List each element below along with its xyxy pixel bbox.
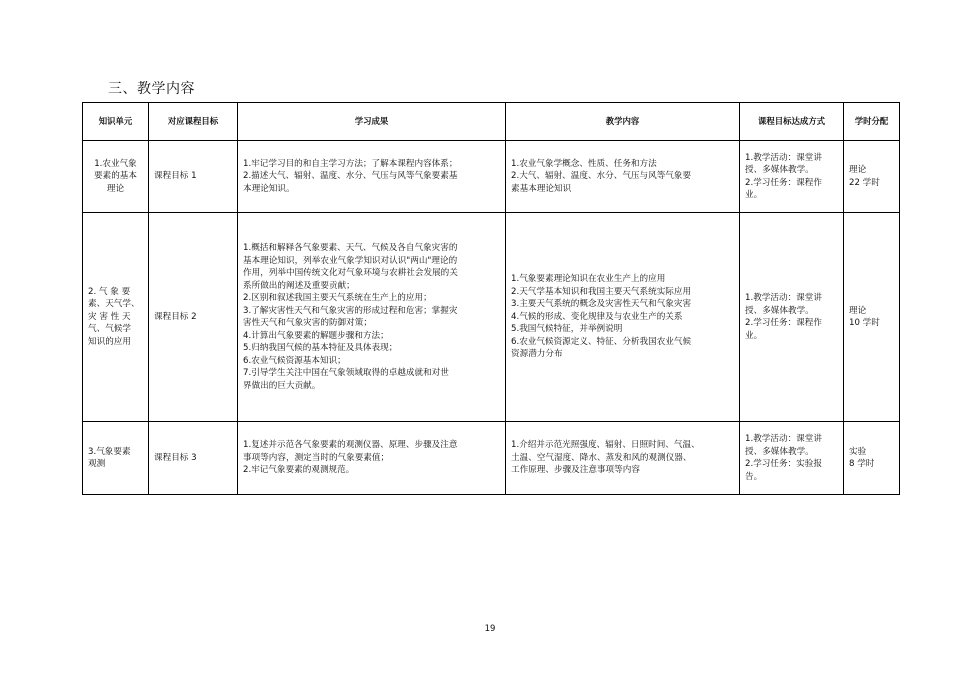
outcome-line: 3.了解灾害性天气和气象灾害的形成过程和危害；掌握灾 — [243, 305, 458, 316]
unit-line: 素、天气学、 — [88, 299, 140, 310]
header-learning-outcomes: 学习成果 — [238, 103, 506, 141]
method-line: 1.教学活动：课堂讲 — [745, 434, 822, 444]
method-line: 授、多媒体教学。 — [745, 446, 814, 457]
hours-line: 实验 — [849, 446, 867, 457]
method-line: 1.教学活动：课堂讲 — [745, 152, 822, 163]
outcome-line: 2.描述大气、辐射、温度、水分、气压与风等气象要素基 — [243, 171, 458, 182]
unit-line: 理论 — [106, 183, 125, 194]
content-cell — [506, 213, 740, 422]
hours-cell — [844, 213, 900, 422]
header-teaching-content: 教学内容 — [506, 103, 740, 141]
methods-cell — [740, 213, 844, 422]
hours-line: 8 学时 — [849, 459, 875, 469]
content-line: 土温、空气湿度、降水、蒸发和风的观测仪器、 — [511, 452, 692, 463]
content-cell — [506, 422, 740, 495]
content-line: 资源潜力分布 — [511, 349, 563, 360]
header-knowledge-unit: 知识单元 — [83, 103, 149, 141]
unit-line: 1.农业气象 — [94, 158, 137, 169]
content-line: 素基本理论知识 — [511, 183, 572, 194]
goal-cell: 课程目标 3 — [149, 422, 238, 495]
table-row — [83, 213, 900, 422]
hours-line: 10 学时 — [849, 318, 880, 328]
outcome-line: 6.农业气候资源基本知识； — [243, 355, 346, 366]
unit-line: 知识的应用 — [88, 336, 131, 347]
section-title: 三、教学内容 — [108, 81, 195, 97]
unit-cell — [83, 213, 149, 422]
goal-cell: 课程目标 2 — [149, 213, 238, 422]
page-number: 19 — [484, 624, 496, 634]
outcome-line: 4.计算出气象要素的解题步骤和方法； — [243, 330, 389, 341]
outcome-line: 1.概括和解释各气象要素、天气、气候及各自气象灾害的 — [243, 243, 458, 253]
header-hours: 学时分配 — [844, 103, 900, 141]
outcome-line: 5.归纳我国气候的基本特征及具体表现； — [243, 343, 398, 353]
outcome-line: 1.复述并示范各气象要素的观测仪器、原理、步骤及注意 — [243, 440, 458, 451]
outcomes-cell — [238, 422, 506, 495]
content-cell — [506, 141, 740, 213]
hours-line: 22 学时 — [849, 177, 880, 188]
hours-line: 理论 — [849, 305, 867, 316]
method-line: 授、多媒体教学。 — [745, 165, 814, 175]
unit-cell — [83, 141, 149, 213]
unit-line: 要素的基本 — [94, 171, 137, 182]
unit-line: 观测 — [88, 459, 106, 469]
content-line: 4.气候的形成、变化规律及与农业生产的关系 — [511, 311, 683, 322]
method-line: 2.学习任务：课程作 — [745, 318, 822, 328]
outcome-line: 2.区别和叙述我国主要天气系统在生产上的应用； — [243, 293, 432, 303]
outcomes-cell — [238, 213, 506, 422]
method-line: 业。 — [745, 330, 763, 341]
outcome-line: 界做出的巨大贡献。 — [243, 380, 321, 391]
hours-cell — [844, 141, 900, 213]
content-line: 1.介绍并示范光照强度、辐射、日照时间、气温、 — [511, 440, 700, 451]
method-line: 授、多媒体教学。 — [745, 305, 814, 316]
content-line: 工作原理、步骤及注意事项等内容 — [511, 465, 640, 476]
outcome-line: 基本理论知识，列举农业气象学知识对认识"两山"理论的 — [243, 255, 458, 266]
outcome-line: 1.牢记学习目的和自主学习方法；了解本课程内容体系； — [243, 158, 458, 169]
methods-cell — [740, 141, 844, 213]
outcome-line: 本理论知识。 — [243, 183, 295, 194]
method-line: 2.学习任务：实验报 — [745, 459, 822, 469]
table-row — [83, 141, 900, 213]
unit-line: 2. 气 象 要 — [88, 286, 131, 297]
content-line: 6.农业气候资源定义、特征、分析我国农业气候 — [511, 336, 692, 347]
content-line: 1.气象要素理论知识在农业生产上的应用 — [511, 274, 666, 285]
header-achievement-method: 课程目标达成方式 — [740, 103, 844, 141]
outcome-line: 7.引导学生关注中国在气象领域取得的卓越成就和对世 — [243, 368, 449, 378]
unit-line: 灾 害 性 天 — [88, 311, 131, 322]
outcome-line: 作用，列举中国传统文化对气象环境与农耕社会发展的关 — [243, 268, 458, 278]
outcome-line: 事项等内容，测定当时的气象要素值； — [243, 452, 390, 463]
table-header-row — [83, 103, 900, 141]
content-line: 5.我国气候特征，并举例说明 — [511, 324, 623, 335]
content-line: 2.天气学基本知识和我国主要天气系统实际应用 — [511, 286, 692, 297]
unit-line: 3.气象要素 — [88, 446, 131, 457]
hours-line: 理论 — [849, 165, 867, 175]
unit-cell — [83, 422, 149, 495]
goal-cell: 课程目标 1 — [149, 141, 238, 213]
hours-cell — [844, 422, 900, 495]
outcomes-cell — [238, 141, 506, 213]
method-line: 告。 — [745, 471, 763, 482]
methods-cell — [740, 422, 844, 495]
outcome-line: 2.牢记气象要素的观测规范。 — [243, 465, 355, 476]
outcome-line: 害性天气和气象灾害的防御对策； — [243, 318, 372, 328]
content-line: 1.农业气象学概念、性质、任务和方法 — [511, 158, 657, 169]
content-line: 3.主要天气系统的概念及灾害性天气和气象灾害 — [511, 299, 692, 310]
method-line: 业。 — [745, 190, 763, 200]
outcome-line: 系所做出的阐述及重要贡献； — [243, 280, 355, 291]
method-line: 1.教学活动：课堂讲 — [745, 293, 822, 303]
table-row — [83, 422, 900, 495]
teaching-content-table — [82, 102, 900, 495]
unit-line: 气、气候学 — [88, 324, 131, 335]
method-line: 2.学习任务：课程作 — [745, 177, 822, 188]
header-course-goal: 对应课程目标 — [149, 103, 238, 141]
content-line: 2.大气、辐射、温度、水分、气压与风等气象要 — [511, 171, 692, 182]
